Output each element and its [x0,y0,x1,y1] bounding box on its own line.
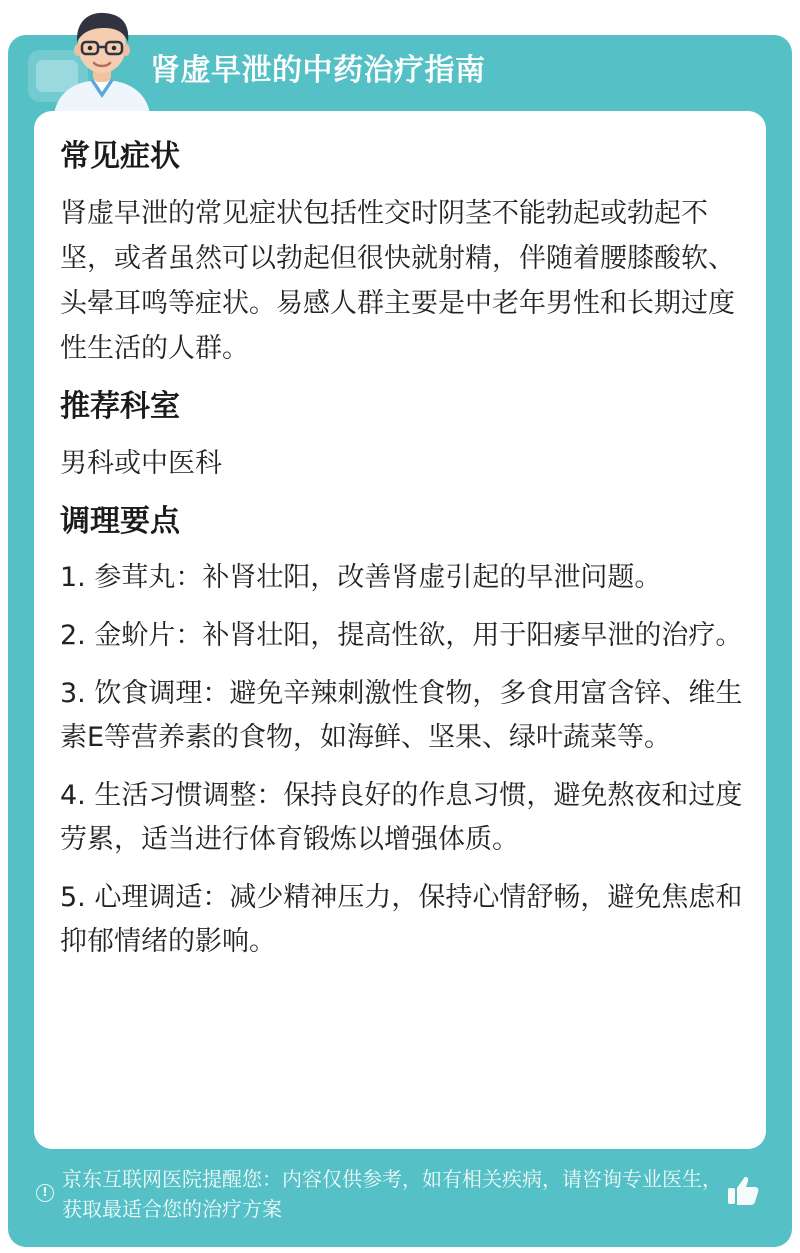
disclaimer-text: 京东互联网医院提醒您：内容仅供参考，如有相关疾病，请咨询专业医生，获取最适合您的治疗方案 [62,1167,722,1221]
care-item-1: 1. 参茸丸：补肾壮阳，改善肾虚引起的早泄问题。 [60,562,662,593]
symptoms-title: 常见症状 [60,139,180,174]
care-item-5: 5. 心理调适：减少精神压力，保持心情舒畅，避免焦虑和抑郁情绪的影响。 [60,882,743,957]
department-title: 推荐科室 [60,389,180,424]
care-title: 调理要点 [60,504,180,539]
info-icon: ! [36,1184,54,1202]
department-text: 男科或中医科 [60,448,222,479]
page-title: 肾虚早泄的中药治疗指南 [150,53,486,88]
care-item-3: 3. 饮食调理：避免辛辣刺激性食物，多食用富含锌、维生素E等营养素的食物，如海鲜、坚果、绿叶蔬菜等。 [60,678,743,753]
care-item-4: 4. 生活习惯调整：保持良好的作息习惯，避免熬夜和过度劳累，适当进行体育锻炼以增强体质。 [60,780,743,855]
doctor-avatar-icon [44,6,160,114]
content-body [60,135,744,978]
care-item-2: 2. 金蚧片：补肾壮阳，提高性欲，用于阳痿早泄的治疗。 [60,620,743,651]
content-panel [34,111,766,1149]
thumbs-up-icon[interactable] [722,1170,762,1210]
symptoms-text: 肾虚早泄的常见症状包括性交时阴茎不能勃起或勃起不坚，或者虽然可以勃起但很快就射精，伴随着腰膝酸软、头晕耳鸣等症状。易感人群主要是中老年男性和长期过度性生活的人群。 [60,198,735,364]
